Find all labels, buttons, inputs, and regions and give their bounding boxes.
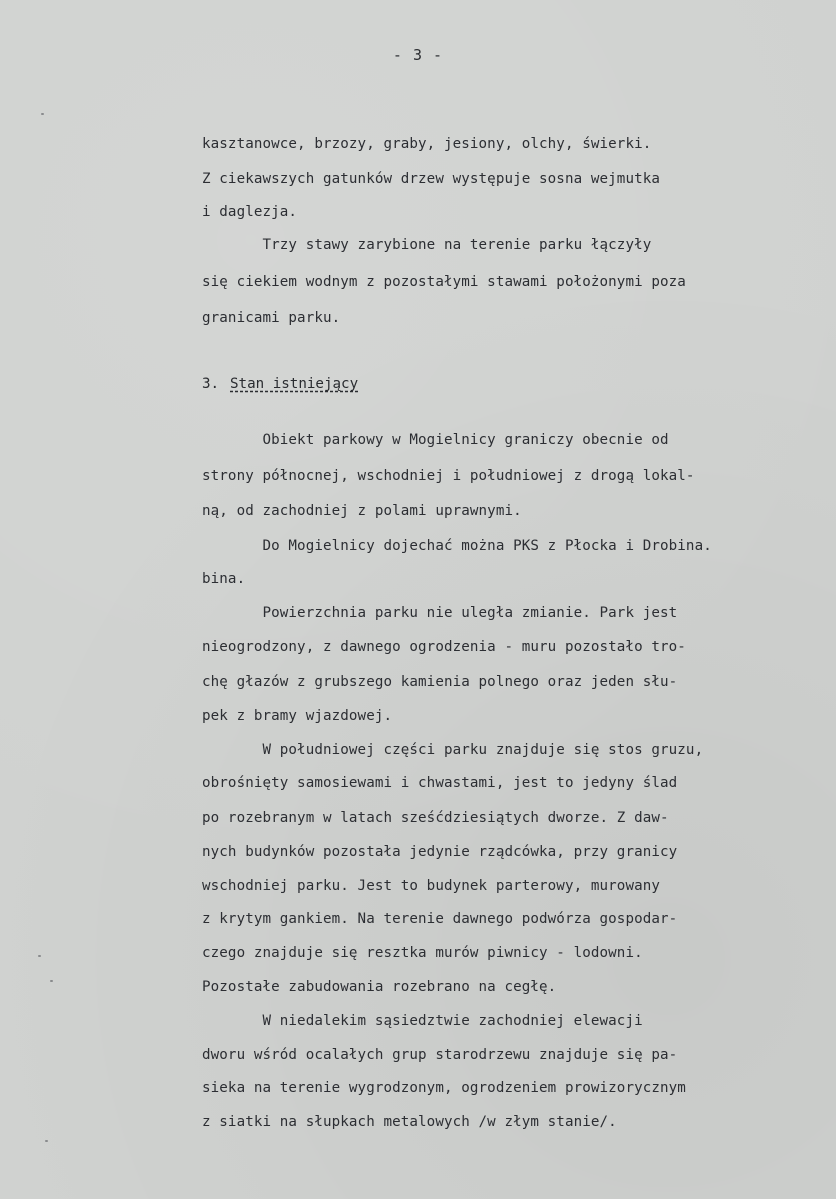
text-line: pek z bramy wjazdowej.	[202, 708, 393, 724]
text-line: wschodniej parku. Jest to budynek parterowy, murowany	[202, 878, 661, 894]
text-line: Z ciekawszych gatunków drzew występuje sosna wejmutka	[202, 171, 661, 187]
text-line: W południowej części parku znajduje się stos gruzu,	[202, 742, 704, 758]
scan-speck	[41, 113, 44, 115]
text-line: W niedalekim sąsiedztwie zachodniej elewacji	[202, 1013, 643, 1029]
section-number: 3.	[202, 376, 220, 392]
text-line: ną, od zachodniej z polami uprawnymi.	[202, 503, 522, 519]
page-number: - 3 -	[392, 46, 444, 64]
text-line: Trzy stawy zarybione na terenie parku łączyły	[202, 237, 652, 253]
text-line: nieogrodzony, z dawnego ogrodzenia - muru pozostało tro-	[202, 639, 686, 655]
text-line: się ciekiem wodnym z pozostałymi stawami położonymi poza	[202, 274, 686, 290]
text-line: z krytym gankiem. Na terenie dawnego podwórza gospodar-	[202, 911, 678, 927]
text-line: kasztanowce, brzozy, graby, jesiony, olchy, świerki.	[202, 136, 652, 152]
text-line: czego znajduje się resztka murów piwnicy - lodowni.	[202, 945, 643, 961]
text-line: Powierzchnia parku nie uległa zmianie. Park jest	[202, 605, 678, 621]
text-line: Pozostałe zabudowania rozebrano na cegłę.	[202, 979, 557, 995]
text-line: strony północnej, wschodniej i południowej z drogą lokal-	[202, 468, 695, 484]
text-line: obrośnięty samosiewami i chwastami, jest to jedyny ślad	[202, 775, 678, 791]
scan-speck	[50, 980, 53, 982]
text-line: dworu wśród ocalałych grup starodrzewu znajduje się pa-	[202, 1047, 678, 1063]
text-line: i daglezja.	[202, 204, 298, 220]
scan-speck	[45, 1140, 48, 1142]
text-line: granicami parku.	[202, 310, 341, 326]
text-line: z siatki na słupkach metalowych /w złym stanie/.	[202, 1114, 617, 1130]
text-line: po rozebranym w latach sześćdziesiątych dworze. Z daw-	[202, 810, 669, 826]
text-line: Do Mogielnicy dojechać można PKS z Płocka i Drobina.	[202, 538, 712, 554]
text-line: sieka na terenie wygrodzonym, ogrodzeniem prowizorycznym	[202, 1080, 686, 1096]
text-line: bina.	[202, 571, 246, 587]
section-heading: Stan istniejący	[230, 376, 359, 392]
text-line: chę głazów z grubszego kamienia polnego oraz jeden słu-	[202, 674, 678, 690]
text-line: nych budynków pozostała jedynie rządcówka, przy granicy	[202, 844, 678, 860]
scan-speck	[38, 955, 41, 957]
text-line: Obiekt parkowy w Mogielnicy graniczy obecnie od	[202, 432, 669, 448]
